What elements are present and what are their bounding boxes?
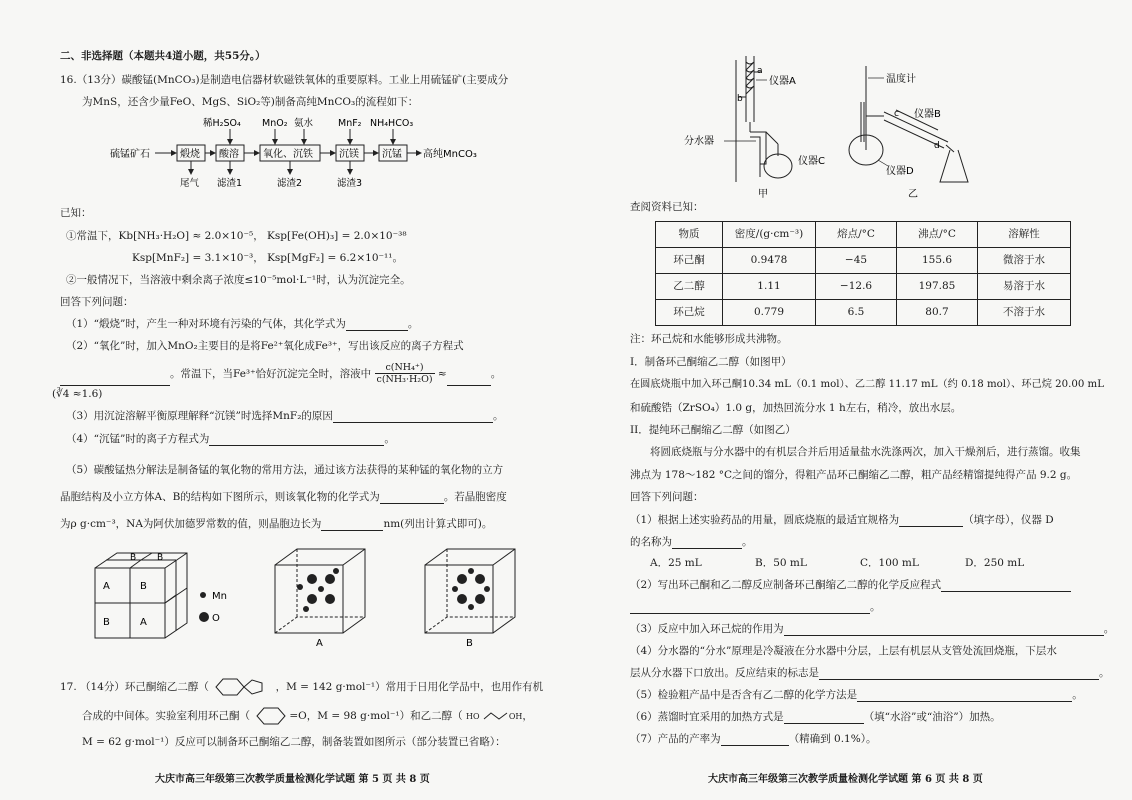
instrument-d-label: 仪器D [886, 166, 914, 177]
option-b[interactable]: B．50 mL [755, 557, 807, 569]
answer-blank[interactable] [630, 602, 870, 614]
table-header: 密度/(g·cm⁻³) [723, 222, 816, 248]
option-a[interactable]: A．25 mL [650, 557, 702, 569]
q17-line1-b: ，M = 142 g·mol⁻¹）常用于日用化学品中，也用作有机 [275, 681, 544, 693]
table-row [656, 274, 1071, 300]
caption-yi: 乙 [908, 189, 918, 200]
q16-part5c-text: 为ρ g·cm⁻³，NA为阿伏加德罗常数的值，则晶胞边长为 [60, 518, 322, 530]
table-header: 熔点/°C [816, 222, 897, 248]
answer-blank[interactable] [857, 690, 1072, 702]
flow-byproduct: 滤渣1 [217, 178, 243, 189]
step2-text-b: 沸点为 178～182 °C之间的馏分，得粗产品环己酮缩乙二醇，粗产品经精馏提纯得产品 9.2 g。 [630, 469, 1078, 481]
legend-mn: Mn [212, 591, 227, 602]
q17-part1b-text: 的名称为 [630, 536, 672, 548]
separator-label: 分水器 [684, 136, 714, 147]
cube-a-label: A [103, 581, 110, 592]
table-row [656, 248, 1071, 274]
q17-part3-text: （3）反应中加入环己烷的作用为 [630, 623, 784, 635]
q17-part5-text: （5）检验粗产品中是否含有乙二醇的化学方法是 [630, 689, 858, 701]
step1-text-a: 在圆底烧瓶中加入环己酮10.34 mL（0.1 mol）、乙二醇 11.17 mL（约 0.18 mol）、环己烷 20.00 mL [630, 379, 1104, 390]
q17-line1-a: 17. （14分）环己酮缩乙二醇（ [60, 681, 209, 693]
table-cell: 0.779 [723, 300, 816, 326]
flow-reagent: 稀H₂SO₄ [203, 118, 241, 129]
answer-blank[interactable] [784, 712, 864, 724]
q16-part2a: （2）“氧化”时，加入MnO₂主要目的是将Fe²⁺氧化成Fe³⁺，写出该反应的离子方程式 [66, 340, 464, 352]
q17-line3: M = 62 g·mol⁻¹）反应可以制备环己酮缩乙二醇，制备装置如图所示（部分装置已省略）： [82, 736, 506, 748]
table-header: 沸点/°C [897, 222, 978, 248]
flow-step: 酸溶 [219, 149, 239, 160]
q16-part5b [60, 491, 507, 504]
q17-part2-text: （2）写出环己酮和乙二醇反应制备环己酮缩乙二醇的化学反应程式 [630, 579, 942, 591]
known-1b: Ksp[MnF₂] = 3.1×10⁻³， Ksp[MgF₂] = 6.2×10⁻¹¹。 [132, 252, 403, 264]
flow-reagent: 氨水 [294, 118, 314, 129]
ratio-denominator: c(NH₃·H₂O) [376, 374, 433, 386]
label-c: c [894, 109, 899, 119]
flow-byproduct: 尾气 [180, 178, 200, 189]
cube-b-label: B [140, 581, 147, 592]
label-b: b [737, 94, 743, 104]
q17-part4b: 层从分水器下口放出。反应结束的标志是 。 [630, 667, 1110, 679]
legend-o: O [212, 613, 220, 624]
q17-line1 [60, 677, 543, 697]
caption-jia: 甲 [758, 189, 768, 200]
table-cell: 1.11 [723, 274, 816, 300]
q16-part4: （4）“沉锰”时的离子方程式为 。 [66, 433, 395, 445]
option-c[interactable]: C．100 mL [860, 557, 919, 569]
q17-part6 [630, 711, 1001, 724]
q17-part1b: 的名称为 。 [630, 536, 753, 548]
instrument-c-label: 仪器C [798, 156, 825, 167]
table-cell: −45 [816, 248, 897, 274]
known-1a: ①常温下，Kb[NH₃·H₂O] ≈ 2.0×10⁻⁵， Ksp[Fe(OH)₃] = 2.0×10⁻³⁸ [66, 230, 407, 242]
q17-part6-text: （6）蒸馏时宜采用的加热方式是 [630, 711, 784, 723]
instrument-a-label: 仪器A [769, 76, 796, 87]
label-a: a [757, 66, 763, 76]
process-flowchart [0, 112, 566, 192]
flow-step: 煅烧 [180, 149, 200, 160]
q17-line2-b: =O，M = 98 g·mol⁻¹）和乙二醇（ [289, 710, 463, 722]
reference-label: 查阅资料已知： [630, 201, 704, 213]
ratio-numerator: c(NH₄⁺) [375, 362, 435, 374]
fig-a-caption: A [316, 638, 323, 648]
q17-part4b-text: 层从分水器下口放出。反应结束的标志是 [630, 667, 819, 679]
known-2: ②一般情况下，当溶液中剩余离子浓度≤10⁻⁵mol·L⁻¹时，认为沉淀完全。 [66, 274, 411, 286]
label-d: d [934, 141, 940, 151]
answer-blank[interactable] [380, 492, 444, 504]
flow-step: 沉锰 [382, 149, 402, 160]
table-row [656, 300, 1071, 326]
table-cell: 155.6 [897, 248, 978, 274]
answer-blank[interactable] [321, 519, 383, 531]
q17-part1a-text: （1）根据上述实验药品的用量，圆底烧瓶的最适宜规格为 [630, 514, 900, 526]
q16-part5a: （5）碳酸锰热分解法是制备锰的氧化物的常用方法，通过该方法获得的某种锰的氧化物的立方 [66, 464, 504, 476]
table-note: 注：环己烷和水能够形成共沸物。 [630, 333, 788, 345]
flow-end: 高纯MnCO₃ [423, 149, 477, 160]
table-cell: 80.7 [897, 300, 978, 326]
q17-part1a [630, 514, 1054, 527]
step2-title: II．提纯环己酮缩乙二醇（如图乙） [630, 424, 796, 436]
answer-blank[interactable] [784, 624, 1104, 636]
q17-part1a-tail: （填字母），仪器 D [963, 514, 1054, 526]
flow-start: 硫锰矿石 [110, 149, 150, 160]
cube-b-label: B [103, 617, 110, 628]
q17-part4a: （4）分水器的“分水”原理是冷凝液在分水器中分层，上层有机层从支管处流回烧瓶，下层水 [630, 645, 1057, 657]
properties-table [655, 221, 1071, 326]
cube-b [425, 549, 515, 633]
table-cell: 197.85 [897, 274, 978, 300]
ethylene-glycol-ho: HO [465, 712, 480, 721]
q17-line2-e: ， [522, 710, 533, 722]
table-cell: 6.5 [816, 300, 897, 326]
cube-a-label: A [140, 617, 147, 628]
q17-part6-tail: （填“水浴”或“油浴”）加热。 [863, 711, 1001, 723]
flow-byproduct: 滤渣2 [277, 178, 303, 189]
fig-b-caption: B [466, 638, 473, 648]
page-footer: 大庆市高三年级第三次教学质量检测化学试题 第 6 页 共 8 页 [708, 774, 983, 785]
q16-part5c [60, 518, 492, 531]
answer-blank[interactable] [819, 668, 1099, 680]
answer-blank[interactable] [60, 374, 170, 386]
o-atom-legend [199, 612, 209, 622]
ethylene-glycol-oh: OH [508, 712, 523, 721]
mn-atom-legend [200, 592, 206, 598]
q16-part5c-tail: nm(列出计算式即可)。 [383, 518, 493, 530]
flow-step: 沉镁 [339, 149, 359, 160]
cube-b-label: B [130, 553, 137, 563]
q17-part2 [630, 579, 1071, 592]
table-cell: 环己烷 [656, 300, 723, 326]
cube-root-hint: (∛4 ≈1.6) [52, 388, 103, 400]
page-6 [566, 0, 1132, 800]
table-cell: 易溶于水 [978, 274, 1071, 300]
q16-part1: （1）“煅烧”时，产生一种对环境有污染的气体，其化学式为 。 [66, 318, 419, 330]
cube-a-atoms [297, 568, 339, 612]
answer-blank[interactable] [941, 580, 1071, 592]
apparatus-diagram [566, 42, 1132, 202]
answer-blank[interactable] [209, 434, 384, 446]
q17-line2-a: 合成的中间体。实验室利用环己酮（ [82, 710, 250, 722]
apparatus-jia [736, 56, 792, 182]
q17-part2-cont: 。 [630, 601, 881, 614]
table-cell: −12.6 [816, 274, 897, 300]
answer-prompt-right: 回答下列问题： [630, 491, 704, 503]
option-d[interactable]: D．250 mL [965, 557, 1025, 569]
known-label: 已知： [60, 207, 92, 219]
flow-reagent: NH₄HCO₃ [370, 118, 414, 129]
cube-b-atoms [452, 568, 490, 610]
q16-part3: （3）用沉淀溶解平衡原理解释“沉镁”时选择MnF₂的原因 。 [66, 410, 504, 422]
answer-blank[interactable] [899, 515, 963, 527]
table-header: 溶解性 [978, 222, 1071, 248]
answer-blank[interactable] [333, 411, 493, 423]
q16-part5b-tail: 。若晶胞密度 [443, 491, 507, 503]
flow-reagent: MnO₂ [262, 118, 288, 129]
step1-text-b: 和硫酸锆（ZrSO₄）1.0 g，加热回流分水 1 h左右，稍冷，放出水层。 [630, 402, 962, 414]
answer-blank[interactable] [346, 319, 408, 331]
instrument-b-label: 仪器B [914, 109, 941, 120]
table-header-row [656, 222, 1071, 248]
answer-prompt: 回答下列问题： [60, 296, 134, 308]
options-row [650, 557, 1070, 570]
q17-part5: （5）检验粗产品中是否含有乙二醇的化学方法是 。 [630, 689, 1083, 701]
cyclohexanone-ring [253, 706, 289, 726]
q16-line1: 16.（13分）碳酸锰(MnCO₃)是制造电信器材软磁铁氧体的重要原料。工业上用硫锰矿(主要成分 [60, 74, 509, 86]
section-title: 二、非选择题（本题共4道小题，共55分。） [60, 50, 266, 62]
q16-line2: 为MnS，还含少量FeO、MgS、SiO₂等)制备高纯MnCO₃的流程如下： [82, 96, 419, 108]
table-header: 物质 [656, 222, 723, 248]
q16-part1-text: （1）“煅烧”时，产生一种对环境有污染的气体，其化学式为 [66, 318, 346, 330]
concentration-ratio [375, 362, 435, 386]
answer-blank[interactable] [447, 374, 491, 386]
table-cell: 不溶于水 [978, 300, 1071, 326]
q17-line2 [82, 706, 533, 726]
page-footer: 大庆市高三年级第三次教学质量检测化学试题 第 5 页 共 8 页 [155, 774, 430, 785]
ethylene-glycol-chain [483, 709, 509, 723]
q17-part7-text: （7）产品的产率为 [630, 733, 721, 745]
flow-reagent: MnF₂ [338, 118, 362, 129]
flow-step: 氧化、沉铁 [263, 149, 313, 160]
cube-b-label: B [157, 553, 164, 563]
ketal-structure [212, 677, 272, 697]
flow-byproduct: 滤渣3 [337, 178, 363, 189]
step1-title: I．制备环己酮缩乙二醇（如图甲） [630, 356, 792, 368]
thermometer-label: 温度计 [886, 74, 916, 85]
q16-part2b-text: 。常温下，当Fe³⁺恰好沉淀完全时，溶液中 [170, 367, 372, 380]
approx-sign: ≈ [437, 367, 447, 380]
table-cell: 0.9478 [723, 248, 816, 274]
answer-blank[interactable] [721, 734, 789, 746]
step2-text-a: 将圆底烧瓶与分水器中的有机层合并后用适量盐水洗涤两次，加入干燥剂后，进行蒸馏。收集 [650, 446, 1081, 458]
table-cell: 环己酮 [656, 248, 723, 274]
q17-part7 [630, 733, 876, 746]
q16-part2b: 。常温下，当Fe³⁺恰好沉淀完全时，溶液中 $\frac{\text{c(NH₄⁺)}}{\text{c(NH₃·H₂O)}}$ ≈ 。 [60, 362, 501, 386]
answer-blank[interactable] [672, 537, 742, 549]
q16-part3-text: （3）用沉淀溶解平衡原理解释“沉镁”时选择MnF₂的原因 [66, 410, 333, 422]
table-cell: 乙二醇 [656, 274, 723, 300]
crystal-figures [0, 543, 566, 648]
q16-part5b-text: 晶胞结构及小立方体A、B的结构如下图所示，则该氧化物的化学式为 [60, 491, 380, 503]
q16-part4-text: （4）“沉锰”时的离子方程式为 [66, 433, 210, 445]
q17-part7-tail: （精确到 0.1%）。 [788, 733, 877, 745]
table-cell: 微溶于水 [978, 248, 1071, 274]
q17-part3: （3）反应中加入环己烷的作用为 。 [630, 623, 1115, 635]
